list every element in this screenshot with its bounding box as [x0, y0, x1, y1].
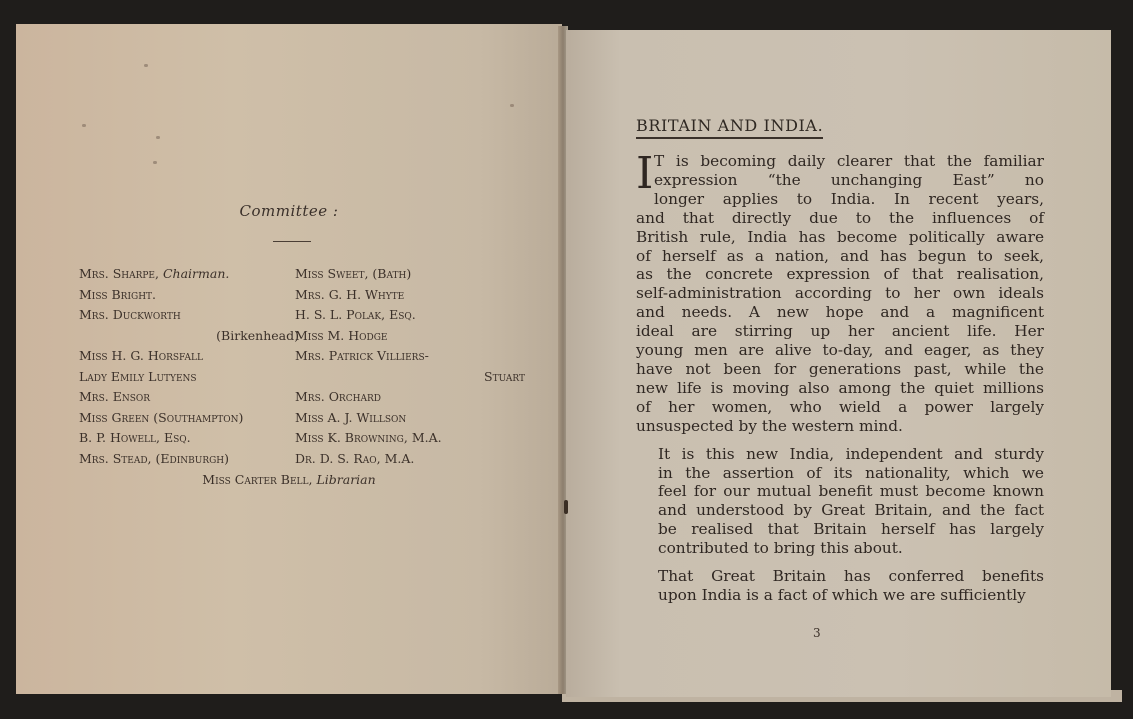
- member-name: Mrs. Duckworth: [79, 307, 181, 322]
- member-name: Miss M. Hodge: [295, 327, 388, 343]
- text-line: ideal are stirring up her ancient life. Her: [636, 322, 1044, 341]
- committee-member: [295, 346, 525, 387]
- paragraph-1: [636, 148, 1044, 436]
- member-name: Mrs. Sharpe,: [79, 266, 159, 281]
- member-name: Lady Emily Lutyens: [79, 368, 197, 384]
- member-name: Miss K. Browning, M.A.: [295, 430, 442, 445]
- text-line: upon India is a fact of which we are sufficiently: [658, 585, 1026, 604]
- member-name: Miss A. J. Willson: [295, 409, 407, 425]
- text-line: and understood by Great Britain, and the fact: [658, 501, 1044, 520]
- paper-dent: [510, 104, 514, 107]
- text-line: have not been for generations past, while the: [636, 359, 1044, 378]
- committee-member: [79, 367, 299, 388]
- text-line: unsuspected by the western mind.: [636, 416, 903, 435]
- committee-member: [295, 326, 525, 347]
- text-line: new life is moving also among the quiet millions: [636, 378, 1044, 397]
- librarian-name: Miss Carter Bell,: [202, 472, 313, 487]
- member-name: Dr. D. S. Rao, M.A.: [295, 450, 415, 466]
- committee-title: Committee :: [239, 202, 339, 220]
- article-body: [636, 148, 1044, 614]
- text-line: feel for our mutual benefit must become known: [658, 482, 1044, 501]
- paper-dent: [153, 161, 157, 164]
- member-name: Mrs. Ensor: [79, 389, 151, 404]
- member-name: Miss Green (Southampton): [79, 409, 244, 425]
- paragraph-2: [636, 445, 1044, 558]
- text-line: T is becoming daily clearer that the familiar: [654, 152, 1044, 170]
- text-line: self-administration according to her own ideals: [636, 284, 1044, 303]
- drop-cap: I: [636, 148, 654, 199]
- member-name: Mrs. Orchard: [295, 389, 381, 404]
- committee-member: [79, 305, 299, 346]
- page-number: 3: [813, 626, 821, 640]
- committee-member: [79, 285, 299, 306]
- text-line: It is this new India, independent and sturdy: [658, 444, 1044, 463]
- committee-member: [295, 428, 525, 449]
- text-line: in the assertion of its nationality, which we: [658, 463, 1044, 482]
- member-name: Miss H. G. Horsfall: [79, 348, 203, 363]
- committee-member: [295, 387, 525, 408]
- committee-member: [79, 428, 299, 449]
- article-heading: BRITAIN AND INDIA.: [636, 116, 823, 139]
- member-name: Miss Sweet, (Bath): [295, 266, 412, 281]
- committee-member: [79, 387, 299, 408]
- committee-member: [79, 346, 299, 367]
- text-line: be realised that Britain herself has largely: [658, 520, 1044, 539]
- text-line: That Great Britain has conferred benefits: [658, 567, 1044, 586]
- member-name: Mrs. Stead, (Edinburgh): [79, 450, 230, 466]
- paragraph-3: [636, 567, 1044, 605]
- left-page: [16, 24, 562, 694]
- text-line: young men are alive to-day, and eager, as they: [636, 341, 1044, 360]
- text-line: as the concrete expression of that realisation,: [636, 265, 1044, 284]
- paper-dent: [156, 136, 160, 139]
- paragraph-1-text: [636, 148, 1044, 436]
- text-line: of herself as a nation, and has begun to seek,: [636, 246, 1044, 265]
- committee-member: [295, 305, 525, 326]
- text-line: longer applies to India. In recent years,: [654, 189, 1044, 208]
- text-line: British rule, India has become politically aware: [636, 227, 1044, 246]
- committee-member: [295, 285, 525, 306]
- paper-dent: [144, 64, 148, 67]
- text-line: of her women, who wield a power largely: [636, 397, 1044, 416]
- member-name: Mrs. G. H. Whyte: [295, 286, 405, 302]
- member-name: B. P. Howell, Esq.: [79, 430, 191, 445]
- member-name: Mrs. Patrick Villiers-: [295, 348, 429, 363]
- right-page: [566, 30, 1111, 697]
- committee-member: [295, 408, 525, 429]
- text-line: and that directly due to the influences of: [636, 208, 1044, 227]
- committee-member: [79, 408, 299, 429]
- text-line: contributed to bring this about.: [658, 539, 903, 558]
- member-note: (Birkenhead): [216, 327, 299, 343]
- member-name: Miss Bright.: [79, 286, 157, 302]
- committee-column-1: [79, 264, 299, 469]
- ink-mark: [564, 500, 568, 514]
- committee-member: [79, 264, 299, 285]
- title-rule: [273, 241, 311, 242]
- text-line: and needs. A new hope and a magnificent: [636, 303, 1044, 322]
- committee-column-2: [295, 264, 525, 469]
- committee-member: [79, 449, 299, 470]
- committee-member: [295, 449, 525, 470]
- paper-dent: [82, 124, 86, 127]
- text-line: expression “the unchanging East” no: [654, 170, 1044, 189]
- member-note: Chairman.: [162, 266, 230, 281]
- member-note: Stuart: [484, 368, 525, 384]
- member-name: H. S. L. Polak, Esq.: [295, 307, 416, 322]
- librarian-role: Librarian: [316, 472, 376, 487]
- committee-member: [295, 264, 525, 285]
- librarian-line: [16, 472, 562, 487]
